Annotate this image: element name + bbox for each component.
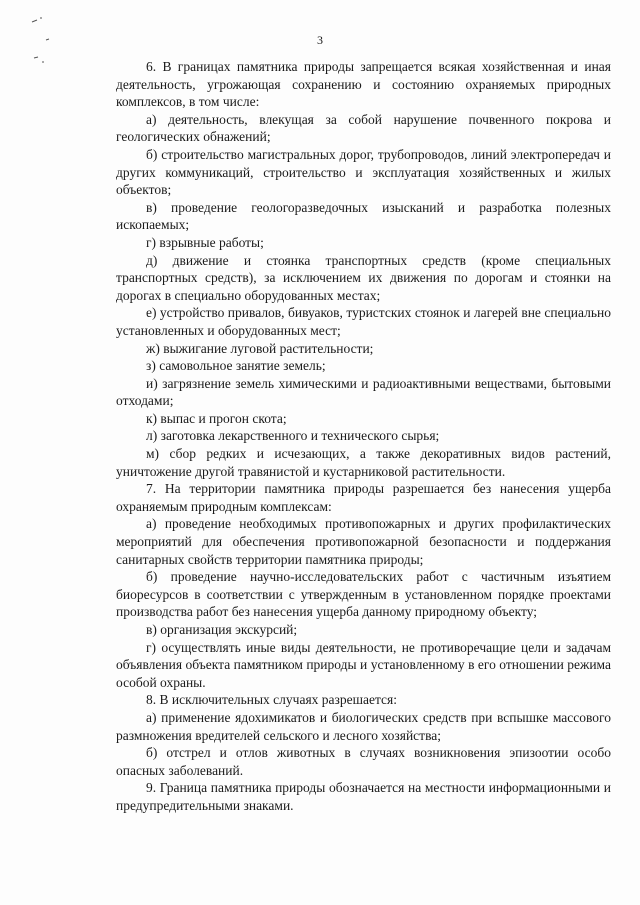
paragraph-6: 6. В границах памятника природы запрещается всякая хозяйственная и иная деятельность, угрожающая сохранению и состоянию охраняемых природных комплексов, в том числе: [116,59,611,110]
list-item: е) устройство привалов, бивуаков, туристских стоянок и лагерей вне специально установленных и оборудованных мест; [116,305,611,338]
list-item: к) выпас и прогон скота; [146,410,287,426]
list-item: б) строительство магистральных дорог, трубопроводов, линий электропередач и других коммуникаций, строительство и эксплуатация хозяйственных и жилых объектов; [116,146,611,198]
list-item: б) проведение научно-исследовательских работ с частичным изъятием биоресурсов в соответствии с утвержденным в установленном порядке проектами производства работ без нанесения ущерба данному природному объекту; [116,569,611,620]
list-item: в) организация экскурсий; [146,622,298,637]
list-item: и) загрязнение земель химическими и радиоактивными веществами, бытовыми отходами; [116,375,611,409]
list-item: м) сбор редких и исчезающих, а также декоративных видов растений, уничтожение другой травянистой и кустарниковой растительности. [116,446,611,479]
list-item: з) самовольное занятие земель; [146,358,326,374]
list-item: а) применение ядохимикатов и биологических средств при вспышке массового размножения вредителей сельского и лесного хозяйства; [116,709,611,743]
document-body [116,58,611,815]
list-item: л) заготовка лекарственного и технического сырья; [146,428,440,444]
paragraph-8: 8. В исключительных случаях разрешается: [146,692,397,708]
list-item: б) отстрел и отлов животных в случаях возникновения эпизоотии особо опасных заболеваний. [116,745,611,778]
paragraph-7: 7. На территории памятника природы разрешается без нанесения ущерба охраняемым природным комплексам: [116,481,611,514]
list-item: г) взрывные работы; [146,234,264,250]
list-item: ж) выжигание луговой растительности; [146,340,374,356]
page-number: 3 [317,33,323,47]
paragraph-9: 9. Граница памятника природы обозначается на местности информационными и предупредительными знаками. [116,780,611,813]
list-item: г) осуществлять иные виды деятельности, не противоречащие цели и задачам объявления объекта памятником природы и установленному в его отношении режима особой охраны. [116,639,611,690]
list-item: а) проведение необходимых противопожарных и других профилактических мероприятий для обеспечения противопожарной безопасности и поддержания санитарных свойств территории памятника природы; [116,516,611,567]
list-item: а) деятельность, влекущая за собой нарушение почвенного покрова и геологических обнажений; [116,111,611,145]
list-item: в) проведение геологоразведочных изысканий и разработка полезных ископаемых; [116,199,611,233]
list-item: д) движение и стоянка транспортных средств (кроме специальных транспортных средств), за исключением их движения по дорогам и стоянки на дорогах в специально оборудованных местах; [116,252,611,303]
